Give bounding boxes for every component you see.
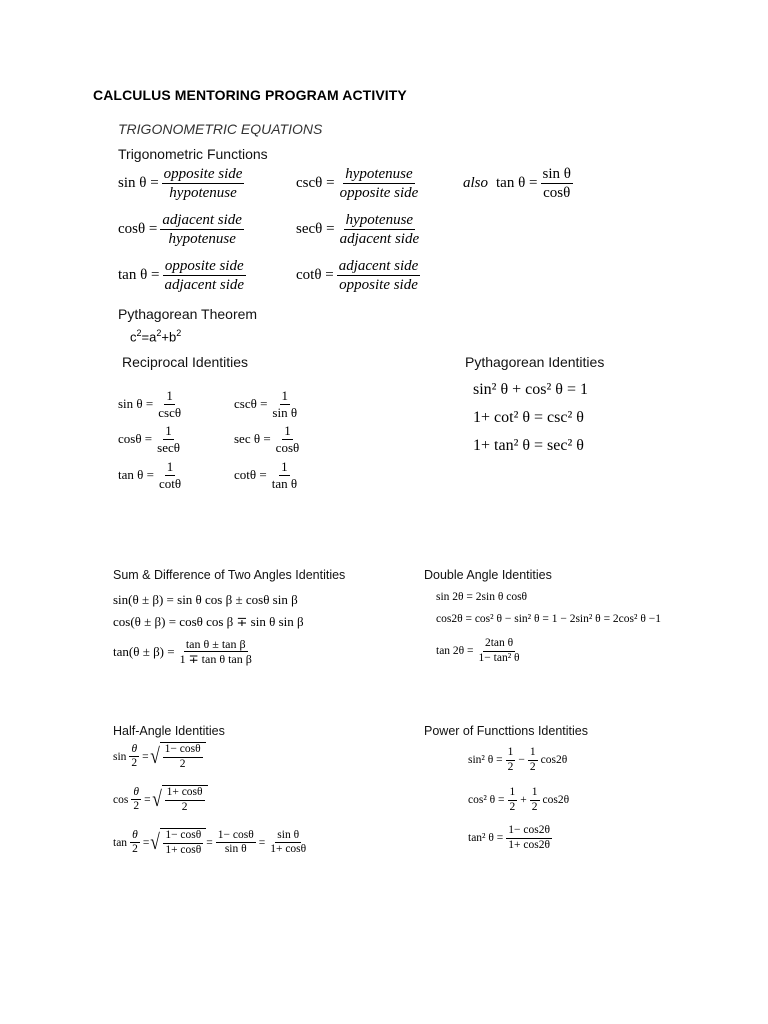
power-sin: sin² θ = $\frac{1}{2}$ − $\frac{1}{2}$ cos2θ [468,746,568,773]
power-tan: tan² θ = $\frac{1- \cos 2\theta}{1+ \cos 2\theta}$ [468,824,550,851]
reciprocal-tan: tan θ = $\frac{1}{\cot\theta}$ [118,459,182,491]
csc-definition: cscθ = hypotenuse opposite side [296,166,419,201]
tan-definition: tan θ = opposite side adjacent side [118,258,245,293]
pythagorean-identities-heading: Pythagorean Identities [465,354,605,370]
pythagorean-identity-1: sin² θ + cos² θ = 1 [473,381,588,398]
half-angle-sin: sin $\frac{\theta}{2}$ = √ 1− cosθ 2 [113,742,206,772]
pythagorean-theorem-heading: Pythagorean Theorem [118,306,258,322]
sec-definition: secθ = hypotenuse adjacent side [296,212,420,247]
section-subtitle: TRIGONOMETRIC EQUATIONS [118,121,323,137]
double-angle-cos: cos2θ = cos² θ − sin² θ = 1 − 2sin² θ = 2cos² θ −1 [436,613,661,625]
sum-difference-sin: sin(θ ± β) = sin θ cos β ± cosθ sin β [113,592,298,607]
half-angle-tan: tan $\frac{\theta}{2}$ = √ 1− cosθ 1+ cosθ = $\frac{1- \cos\theta}{\text{sin θ}}$ = $\frac{\text{sin θ}}{1+ \cos\theta}$ [113,828,307,856]
cos-definition: cosθ = adjacent side hypotenuse [118,212,242,247]
double-angle-sin: sin 2θ = 2sin θ cosθ [436,591,528,603]
pythagorean-identity-3: 1+ tan² θ = sec² θ [473,437,584,454]
tan-quotient-identity: also tan θ = $\frac{\text{sin θ}}{\cos\theta}$ [463,166,571,201]
reciprocal-csc: cscθ = $\frac{1}{\text{sin θ}}$ [234,388,298,420]
half-angle-heading: Half-Angle Identities [113,724,225,738]
double-angle-heading: Double Angle Identities [424,568,552,582]
cot-definition: cotθ = adjacent side opposite side [296,258,419,293]
double-angle-tan: tan 2θ = $\frac{\text{2tan θ}}{\text{1− tan² θ}}$ [436,637,520,664]
reciprocal-sin: sin θ = 1 cscθ [118,388,182,420]
reciprocal-heading: Reciprocal Identities [122,354,249,370]
pythagorean-identity-2: 1+ cot² θ = csc² θ [473,409,584,426]
sum-difference-heading: Sum & Difference of Two Angles Identities [113,568,346,582]
pythagorean-theorem-formula: $c^2=a^2+b^2$ [130,328,182,345]
reciprocal-cot: cotθ = $\frac{1}{\text{tan θ}}$ [234,459,298,491]
reciprocal-cos: cosθ = 1 secθ [118,423,180,455]
sum-difference-cos: cos(θ ± β) = cosθ cos β ∓ sin θ sin β [113,614,304,629]
power-cos: cos² θ = $\frac{1}{2}$ + $\frac{1}{2}$ cos2θ [468,786,570,813]
half-angle-cos: cos $\frac{\theta}{2}$ = √ 1+ cosθ 2 [113,785,208,815]
reciprocal-sec: sec θ = $\frac{1}{\cos\theta}$ [234,423,300,455]
power-heading: Power of Functtions Identities [424,724,588,738]
sin-definition: sin θ = opposite side hypotenuse [118,166,243,201]
trig-functions-heading: Trigonometric Functions [118,146,268,162]
page-title: CALCULUS MENTORING PROGRAM ACTIVITY [93,87,407,103]
sum-difference-tan: tan(θ ± β) = $\frac{\text{tan θ ± tan β}}{\text{1 ∓ tan θ tan β}}$ [113,637,252,667]
